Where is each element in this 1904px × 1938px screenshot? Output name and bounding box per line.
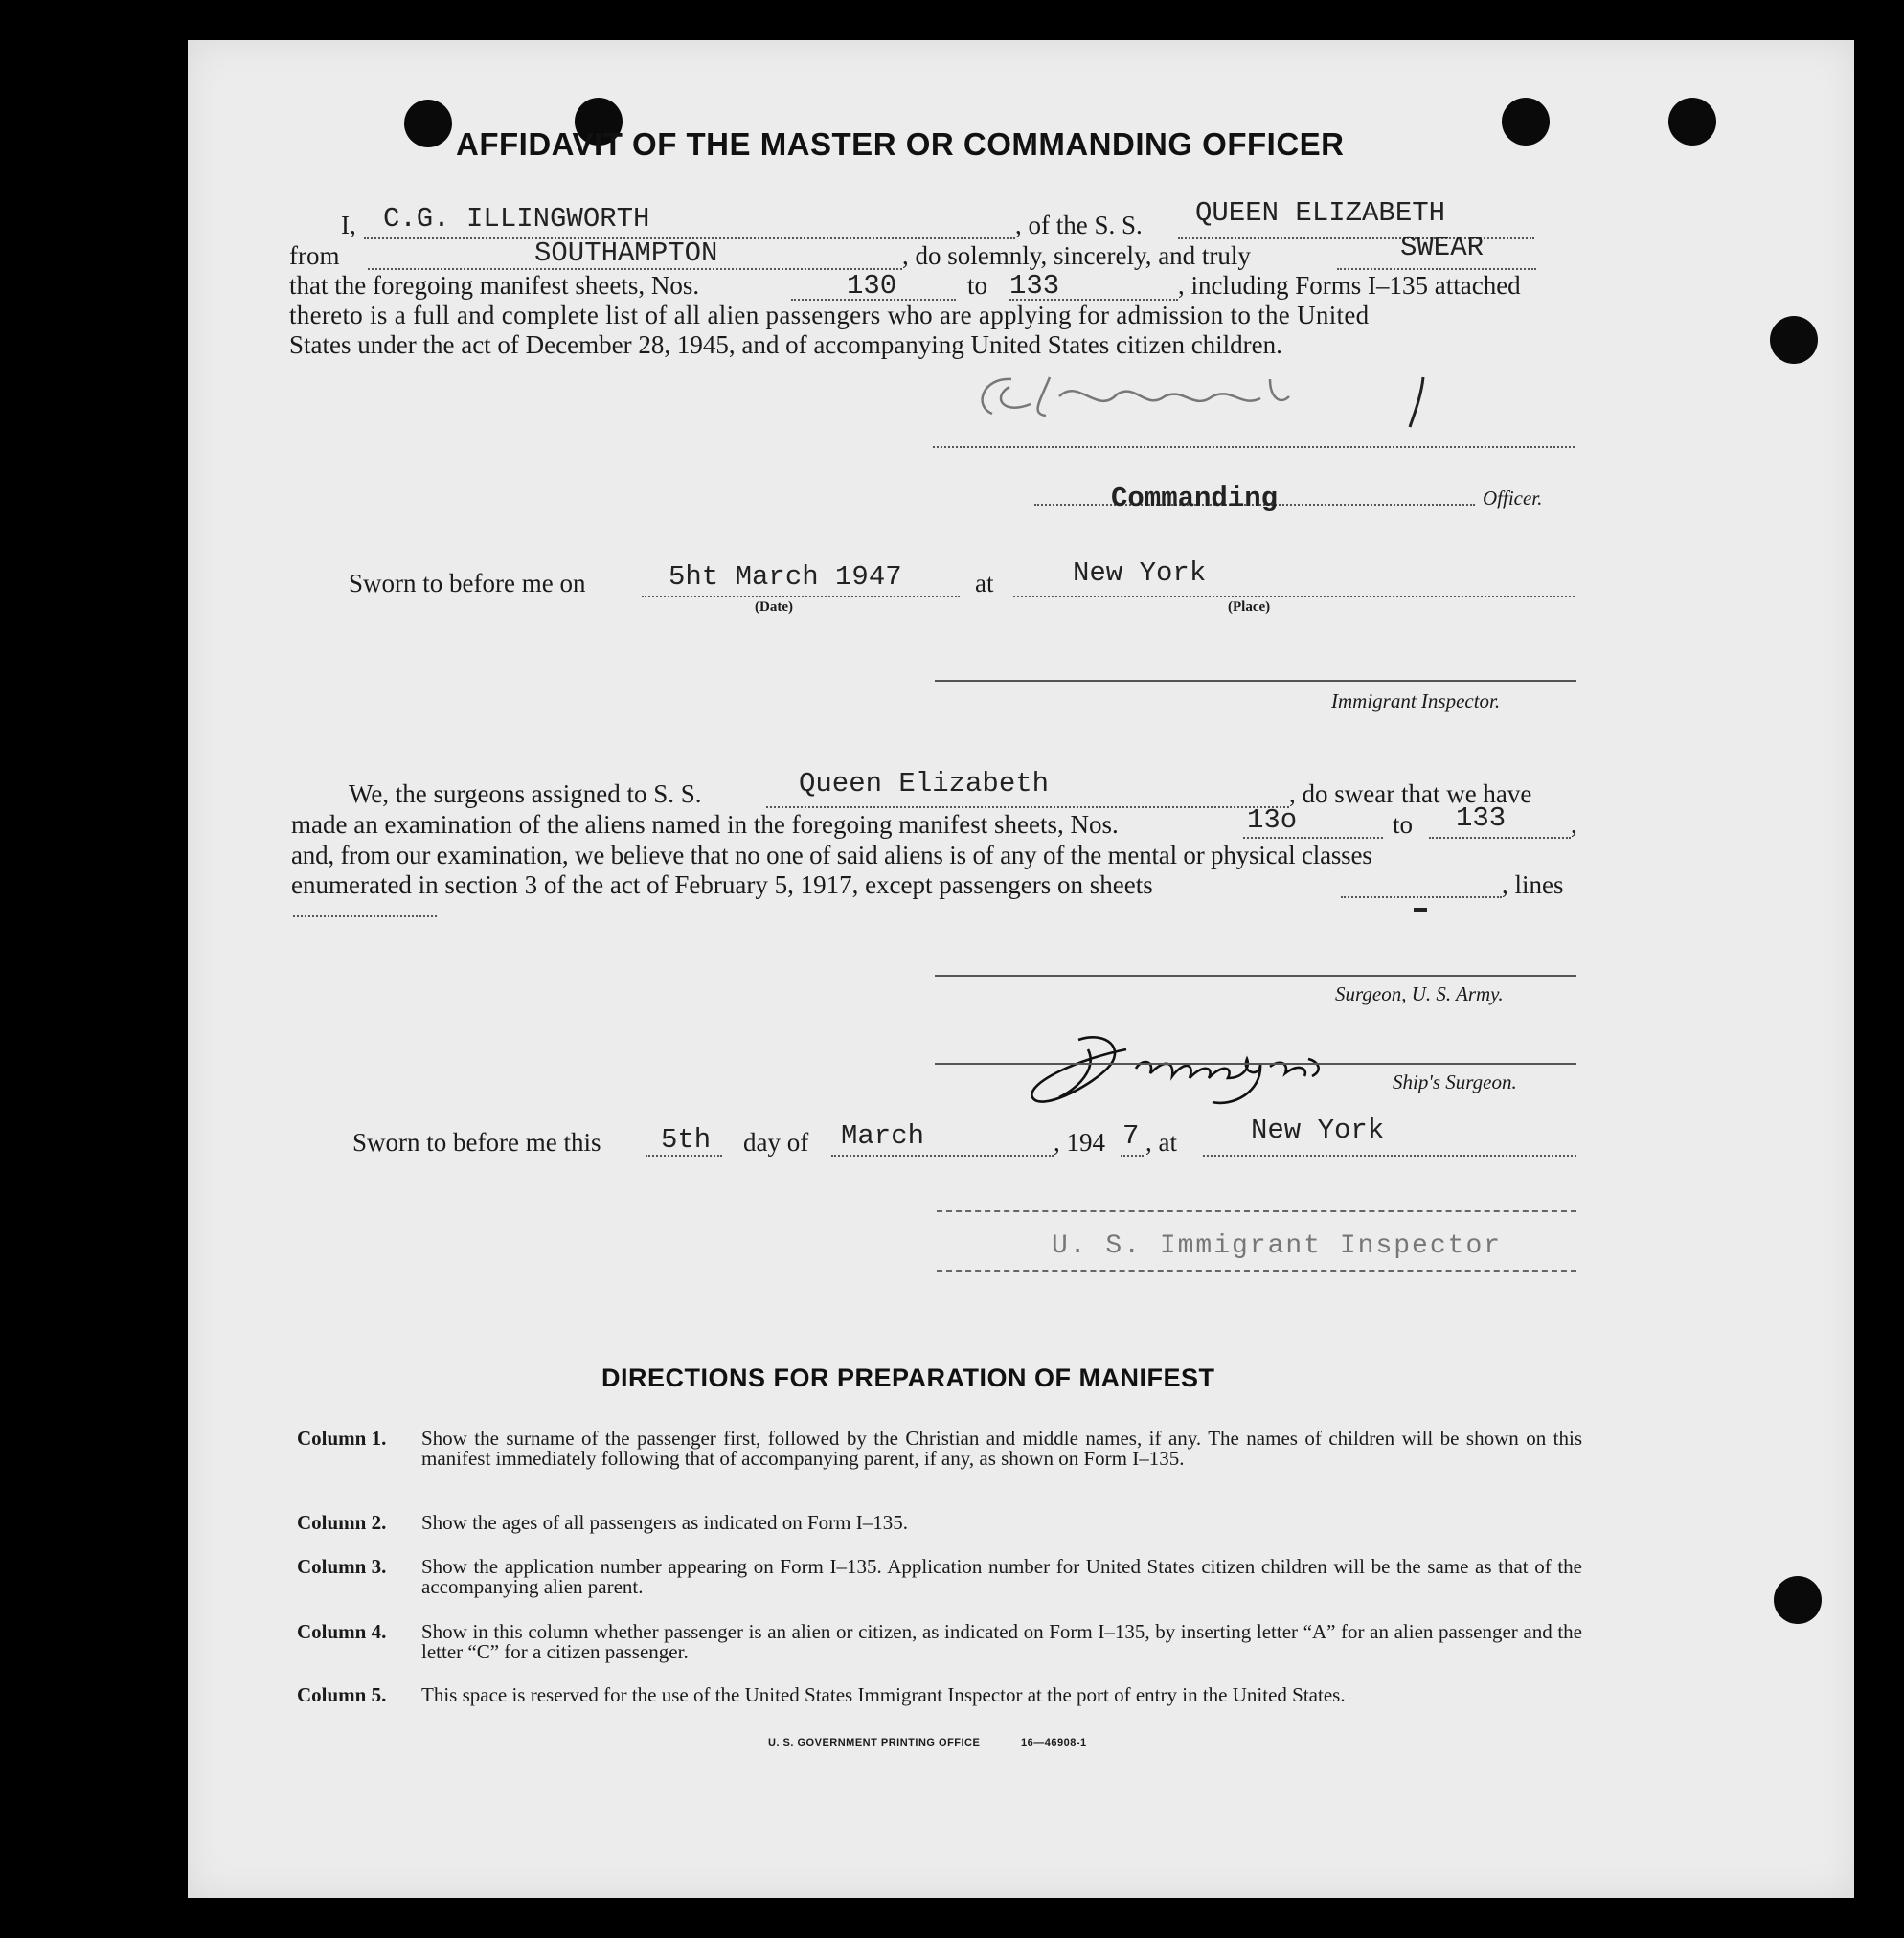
- master-name: C.G. ILLINGWORTH: [383, 203, 650, 235]
- mark: [1414, 908, 1427, 912]
- ship-surgeon-label: Ship's Surgeon.: [1393, 1070, 1517, 1093]
- column-4-text: Show in this column whether passenger is an alien or citizen, as indicated on Form I–135, by inserting letter “A” for an alien passenger and the letter “C” for a citizen passenger.: [421, 1620, 1582, 1663]
- i-label: I,: [341, 211, 356, 239]
- inspector-stamp: U. S. Immigrant Inspector: [1052, 1231, 1503, 1261]
- punch-hole: [1770, 316, 1818, 364]
- surgeons-ship-name: Queen Elizabeth: [799, 768, 1050, 800]
- column-1-text: Show the surname of the passenger first, followed by the Christian and middle names, if any. The names of children will be shown on this manifest immediately following that of accompanying parent, if any, as shown on Form I–135.: [421, 1427, 1582, 1470]
- year-prefix: , 194: [1054, 1128, 1105, 1157]
- sworn-label-1: Sworn to before me on: [349, 569, 586, 597]
- surgeons-sheet-to: 133: [1456, 802, 1507, 834]
- surgeons-sheet-from: 13o: [1247, 804, 1298, 836]
- sworn-date-1: 5ht March 1947: [669, 561, 902, 593]
- from-label: from: [289, 241, 340, 270]
- comma: ,: [1571, 810, 1577, 839]
- of-ss-label: , of the S. S.: [1015, 211, 1143, 239]
- army-surgeon-label: Surgeon, U. S. Army.: [1335, 982, 1504, 1005]
- solemnly-label: , do solemnly, sincerely, and truly: [902, 241, 1251, 270]
- column-3-label: Column 3.: [297, 1555, 387, 1578]
- date-caption: (Date): [755, 599, 793, 615]
- surgeons-intro: We, the surgeons assigned to S. S.: [349, 779, 702, 808]
- punch-hole: [1502, 98, 1550, 146]
- inspector-label-1: Immigrant Inspector.: [1331, 689, 1501, 712]
- sworn-place-1: New York: [1073, 557, 1207, 589]
- column-4-label: Column 4.: [297, 1620, 387, 1643]
- surgeons-line4: enumerated in section 3 of the act of February 5, 1917, except passengers on sheets: [291, 870, 1153, 899]
- sheet-from: 130: [847, 270, 897, 302]
- place-caption: (Place): [1228, 599, 1271, 615]
- surgeons-line3: and, from our examination, we believe that no one of said aliens is of any of the mental or physical classes: [291, 841, 1372, 869]
- printer-footer: U. S. GOVERNMENT PRINTING OFFICE: [768, 1737, 981, 1748]
- column-2-label: Column 2.: [297, 1511, 387, 1534]
- column-2-text: Show the ages of all passengers as indicated on Form I–135.: [421, 1511, 908, 1534]
- punch-hole: [1668, 98, 1716, 146]
- at-label-1: at: [975, 569, 994, 597]
- sworn-label-2: Sworn to before me this: [352, 1128, 601, 1157]
- surgeons-swear-label: , do swear that we have: [1289, 779, 1532, 808]
- master-signature: [954, 358, 1567, 444]
- at-label-2: , at: [1145, 1128, 1177, 1157]
- lines-label: , lines: [1502, 870, 1564, 899]
- column-5-label: Column 5.: [297, 1683, 387, 1706]
- form-number: 16—46908-1: [1021, 1737, 1087, 1748]
- column-5-text: This space is reserved for the use of the United States Immigrant Inspector at the port of entry in the United States.: [421, 1683, 1346, 1706]
- oath-word: SWEAR: [1400, 232, 1485, 263]
- affidavit-body-line3: States under the act of December 28, 1945, and of accompanying United States citizen children.: [289, 330, 1282, 359]
- document-page: [188, 40, 1854, 1898]
- sworn-month: March: [841, 1120, 925, 1152]
- affidavit-body-line2: thereto is a full and complete list of all alien passengers who are applying for admission to the United: [289, 301, 1370, 329]
- sworn-place-2: New York: [1251, 1115, 1385, 1146]
- including-label: , including Forms I–135 attached: [1178, 271, 1521, 300]
- year-suffix: 7: [1122, 1120, 1140, 1152]
- punch-hole: [404, 100, 452, 147]
- sheet-to: 133: [1009, 270, 1060, 302]
- column-3-text: Show the application number appearing on Form I–135. Application number for United States citizen children will be the same as that of the accompanying alien parent.: [421, 1555, 1582, 1598]
- manifest-label: that the foregoing manifest sheets, Nos.: [289, 271, 700, 300]
- surgeons-line2: made an examination of the aliens named in the foregoing manifest sheets, Nos.: [291, 810, 1119, 839]
- ship-name: QUEEN ELIZABETH: [1195, 197, 1446, 229]
- officer-label: Officer.: [1483, 486, 1543, 509]
- day-of-label: day of: [743, 1128, 809, 1157]
- punch-hole: [1774, 1576, 1822, 1624]
- column-1-label: Column 1.: [297, 1427, 387, 1450]
- officer-rank: Commanding: [1111, 483, 1279, 514]
- to-label: to: [967, 271, 988, 300]
- port-name: SOUTHAMPTON: [534, 237, 718, 269]
- affidavit-title: AFFIDAVIT OF THE MASTER OR COMMANDING OFFICER: [456, 126, 1345, 162]
- ship-surgeon-signature: [1021, 1021, 1366, 1126]
- directions-title: DIRECTIONS FOR PREPARATION OF MANIFEST: [601, 1363, 1215, 1392]
- sworn-day: 5th: [661, 1124, 712, 1156]
- surgeons-to-label: to: [1393, 810, 1414, 839]
